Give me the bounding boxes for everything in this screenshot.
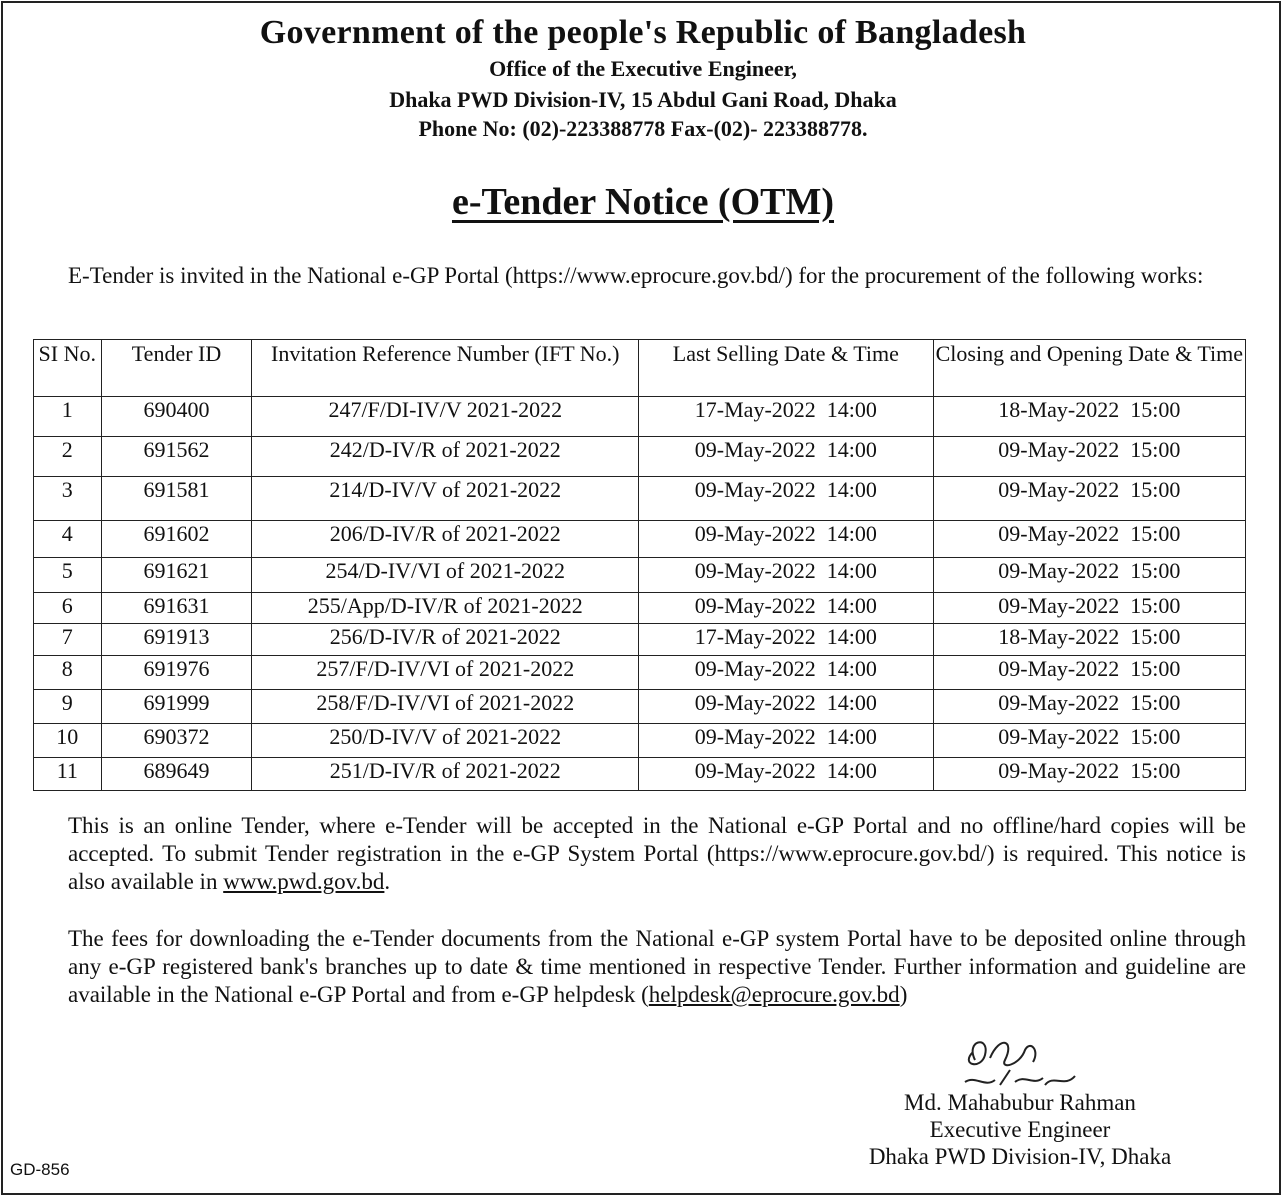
cell-last-selling: 09-May-2022 14:00 [639,656,934,690]
intro-paragraph: E-Tender is invited in the National e-GP Portal (https://www.eprocure.gov.bd/) for the procurement of the following works: [68,263,1204,288]
cell-closing-opening: 09-May-2022 15:00 [933,656,1245,690]
cell-tender-id: 691581 [101,477,252,521]
online-tender-text: This is an online Tender, where e-Tender will be accepted in the National e-GP Portal and no offline/hard copies will be accepted. To submit Tender registration in the e-GP System Portal (https://www.eprocure.gov.bd/) is required. This notice is also available in [68,813,1246,894]
document-code: GD-856 [10,1160,70,1179]
cell-sl: 8 [34,656,102,690]
cell-closing-opening: 18-May-2022 15:00 [933,397,1245,437]
header-address: Dhaka PWD Division-IV, 15 Abdul Gani Road, Dhaka [389,87,897,112]
pwd-website-link[interactable]: www.pwd.gov.bd [223,869,385,894]
cell-tender-id: 691999 [101,690,252,724]
cell-sl: 11 [34,758,102,791]
cell-closing-opening: 09-May-2022 15:00 [933,758,1245,791]
cell-ift: 214/D-IV/V of 2021-2022 [252,477,639,521]
cell-sl: 2 [34,437,102,477]
cell-tender-id: 691602 [101,521,252,558]
table-row [34,690,1246,724]
cell-ift: 255/App/D-IV/R of 2021-2022 [252,593,639,624]
cell-last-selling: 17-May-2022 14:00 [639,397,934,437]
signatory-designation: Executive Engineer [929,1117,1111,1142]
cell-closing-opening: 09-May-2022 15:00 [933,724,1245,758]
table-row [34,437,1246,477]
header-office: Office of the Executive Engineer, [489,56,797,81]
cell-ift: 256/D-IV/R of 2021-2022 [252,624,639,656]
notice-title-text: e-Tender Notice (OTM) [451,181,835,223]
table-row [34,656,1246,690]
cell-ift: 247/F/DI-IV/V 2021-2022 [252,397,639,437]
table-row [34,758,1246,791]
cell-closing-opening: 09-May-2022 15:00 [933,593,1245,624]
table-row [34,724,1246,758]
cell-closing-opening: 09-May-2022 15:00 [933,558,1245,593]
cell-sl: 6 [34,593,102,624]
notice-title [0,180,1286,224]
cell-sl: 9 [34,690,102,724]
cell-ift: 251/D-IV/R of 2021-2022 [252,758,639,791]
cell-ift: 250/D-IV/V of 2021-2022 [252,724,639,758]
tender-table [33,339,1246,791]
cell-closing-opening: 09-May-2022 15:00 [933,690,1245,724]
cell-last-selling: 09-May-2022 14:00 [639,437,934,477]
cell-sl: 4 [34,521,102,558]
header-phone: Phone No: (02)-223388778 Fax-(02)- 223388778. [418,116,868,141]
cell-last-selling: 09-May-2022 14:00 [639,758,934,791]
fees-text: The fees for downloading the e-Tender documents from the National e-GP system Portal have to be deposited online through any e-GP registered bank's branches up to date & time mentioned in respective Tender. Further information and guideline are available in the National e-GP Portal and from e-GP helpdesk ( [68,926,1246,1007]
table-row [34,521,1246,558]
header-tender-id: Tender ID [101,340,252,397]
signatory-office: Dhaka PWD Division-IV, Dhaka [868,1144,1172,1169]
cell-closing-opening: 09-May-2022 15:00 [933,437,1245,477]
cell-last-selling: 09-May-2022 14:00 [639,558,934,593]
cell-last-selling: 09-May-2022 14:00 [639,724,934,758]
cell-last-selling: 09-May-2022 14:00 [639,690,934,724]
table-row [34,558,1246,593]
header-ift: Invitation Reference Number (IFT No.) [252,340,639,397]
cell-last-selling: 09-May-2022 14:00 [639,477,934,521]
cell-sl: 7 [34,624,102,656]
helpdesk-email-link[interactable]: helpdesk@eprocure.gov.bd [648,982,900,1007]
cell-tender-id: 691913 [101,624,252,656]
cell-tender-id: 691562 [101,437,252,477]
cell-tender-id: 691631 [101,593,252,624]
cell-sl: 3 [34,477,102,521]
cell-tender-id: 691621 [101,558,252,593]
online-tender-paragraph [68,812,1246,896]
cell-tender-id: 691976 [101,656,252,690]
cell-sl: 5 [34,558,102,593]
cell-tender-id: 689649 [101,758,252,791]
header-sl: SI No. [34,340,102,397]
cell-sl: 10 [34,724,102,758]
cell-closing-opening: 18-May-2022 15:00 [933,624,1245,656]
cell-closing-opening: 09-May-2022 15:00 [933,477,1245,521]
fees-end: ) [899,982,908,1007]
signatory-name: Md. Mahabubur Rahman [904,1090,1136,1115]
cell-closing-opening: 09-May-2022 15:00 [933,521,1245,558]
header-closing-opening: Closing and Opening Date & Time [933,340,1245,397]
cell-ift: 254/D-IV/VI of 2021-2022 [252,558,639,593]
cell-tender-id: 690400 [101,397,252,437]
fees-paragraph [68,925,1246,1009]
online-tender-end: . [384,869,391,894]
cell-ift: 206/D-IV/R of 2021-2022 [252,521,639,558]
table-header-row [34,340,1246,397]
table-row [34,477,1246,521]
cell-ift: 258/F/D-IV/VI of 2021-2022 [252,690,639,724]
cell-last-selling: 09-May-2022 14:00 [639,593,934,624]
cell-last-selling: 09-May-2022 14:00 [639,521,934,558]
header-government: Government of the people's Republic of Bangladesh [259,14,1027,51]
table-row [34,593,1246,624]
header-last-selling: Last Selling Date & Time [639,340,934,397]
cell-ift: 257/F/D-IV/VI of 2021-2022 [252,656,639,690]
cell-tender-id: 690372 [101,724,252,758]
cell-sl: 1 [34,397,102,437]
cell-ift: 242/D-IV/R of 2021-2022 [252,437,639,477]
table-row [34,397,1246,437]
cell-last-selling: 17-May-2022 14:00 [639,624,934,656]
table-row [34,624,1246,656]
